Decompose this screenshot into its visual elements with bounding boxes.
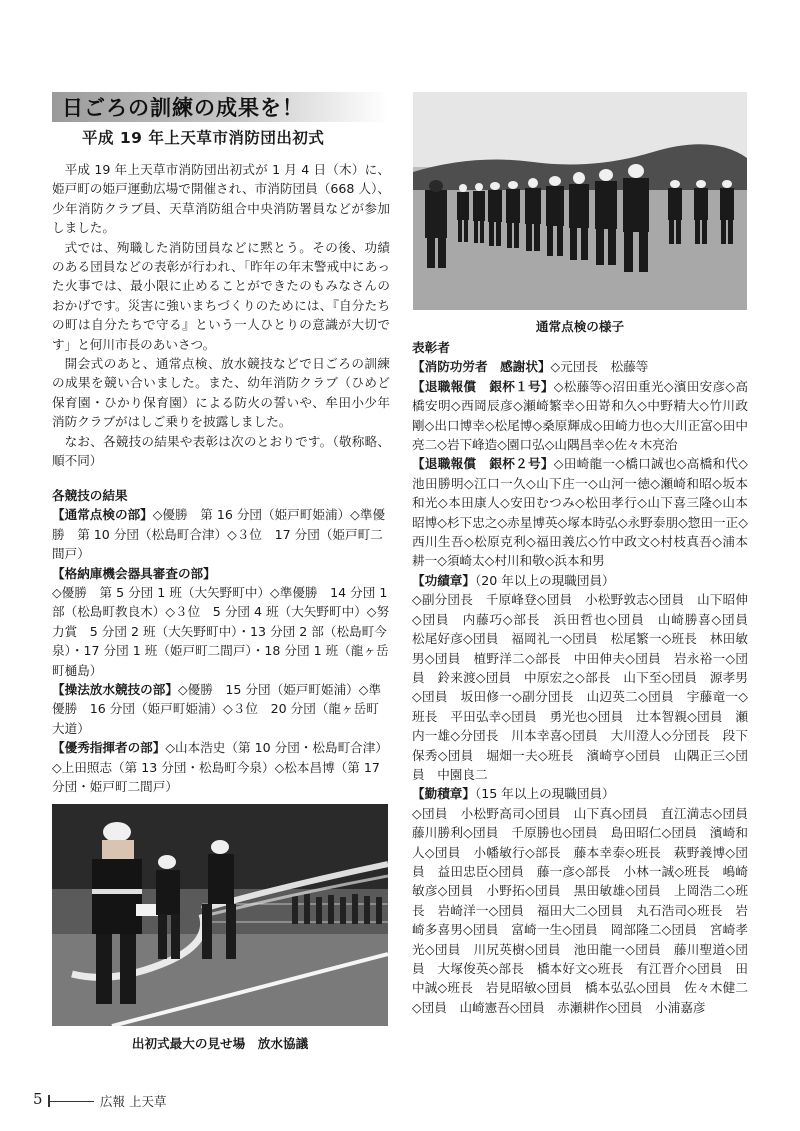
lead-text — [52, 160, 390, 471]
award-body: ◇団員 小松野高司◇団員 山下真◇団員 直江満志◇団員 藤川勝利◇団員 千原勝也◇団員 島田昭仁◇団員 濱崎和人◇団員 小幡敏行◇部長 藤本幸泰◇班長 萩野義博◇団員 益田忠臣◇団員 藤一彦◇部長 小林一誠◇班長 嶋崎敏彦◇団員 小野拓◇団員 黒田敏雄◇団員 上岡浩二◇班長 岩崎洋一◇団員 福田大二◇団員 丸石浩司◇班長 岩崎多喜男◇団員 富崎一生◇団員 岡部隆二◇団員 宮崎孝光◇団員 川尻英樹◇団員 池田龍一◇団員 藤川聖道◇団員 大塚俊英◇部長 橋本好文◇班長 有江晋介◇団員 田中誠◇班長 岩見昭敏◇団員 橋本弘弘◇団員 佐々木健二◇団員 山崎憲吾◇団員 赤瀬耕作◇団員 小浦嘉彦 — [412, 805, 761, 1015]
result-heading: 【格納庫機会器具審査の部】 — [52, 565, 216, 581]
competition-results — [52, 486, 390, 797]
award-heading: 【功績章】 — [412, 572, 475, 588]
article-title: 日ごろの訓練の成果を！ — [62, 96, 304, 120]
award-body: ◇松藤等◇沼田重光◇濱田安彦◇高橋安明◇西岡辰彦◇瀬崎繁幸◇田嵜和久◇中野精大◇竹川政剛◇出口博幸◇松尾博◇桑原輝成◇田崎力也◇大川正富◇田中亮二◇岩下峰造◇園口弘◇山隅昌幸◇佐々木亮治 — [412, 378, 748, 453]
result-body: ◇優勝 15 分団（姫戸町姫浦）◇準優勝 16 分団（姫戸町姫浦）◇３位 20 分団（龍ヶ岳町大道） — [52, 682, 382, 736]
result-heading: 【操法放水競技の部】 — [52, 682, 178, 698]
article-subtitle: 平成 19 年上天草市消防団出初式 — [82, 129, 325, 147]
results-title: 各競技の結果 — [52, 488, 128, 503]
photo-regular-inspection — [413, 92, 747, 310]
page-number: 5 — [33, 1090, 43, 1108]
result-section — [52, 505, 390, 563]
award-section — [412, 784, 761, 1017]
award-heading: 【勤積章】 — [412, 786, 475, 802]
result-section — [52, 564, 390, 680]
award-heading: 【退職報償 銀杯２号】 — [412, 456, 554, 472]
award-section — [412, 571, 761, 784]
result-section — [52, 680, 390, 738]
awards-list — [412, 338, 761, 1017]
result-body: ◇山本浩史（第 10 分団・松島町合津）◇上田照志（第 13 分団・松島町今泉）◇松本昌博（第 17 分団・姫戸町二間戸） — [52, 740, 388, 795]
award-body: ◇元団長 松藤等 — [550, 359, 649, 375]
awards-title: 表彰者 — [412, 340, 450, 355]
photo-caption-right: 通常点検の様子 — [535, 319, 625, 334]
award-section — [412, 377, 748, 455]
publication-name: 広報 上天草 — [100, 1094, 167, 1109]
award-note: （20 年以上の現職団員） — [474, 572, 615, 588]
award-section — [412, 454, 748, 570]
result-heading: 【通常点検の部】 — [52, 507, 153, 523]
award-body: ◇副分団長 千原峰登◇団員 小松野敦志◇団員 山下昭伸◇団員 内藤巧◇部長 浜田哲也◇団員 山崎勝喜◇団員 松尾好彦◇団員 福岡礼一◇団員 松尾繁一◇班長 林田敏男◇団員 植野洋二◇部長 中田伸夫◇団員 岩永裕一◇団員 鈴来渡◇団員 中原宏之◇部長 山下至◇団員 源孝男◇団員 坂田修一◇副分団長 山辺英二◇団員 宇藤竜一◇班長 平田弘幸◇団員 勇光也◇団員 辻本智親◇団員 瀬内一雄◇分団長 川本幸喜◇団員 大川澄人◇分団長 段下保秀◇団員 堀畑一夫◇班長 濱崎亨◇団員 山隅正三◇団員 中園良二 — [412, 592, 761, 782]
award-note: （15 年以上の現職団員） — [474, 786, 615, 802]
result-heading: 【優秀指揮者の部】 — [52, 740, 166, 756]
lead-paragraph: なお、各競技の結果や表彰は次のとおりです。（敬称略、順不同） — [52, 433, 390, 469]
photo-water-discharge — [52, 804, 388, 1026]
result-section — [52, 738, 390, 796]
award-section — [412, 357, 748, 376]
award-body: ◇田崎龍一◇橋口誠也◇高橋和代◇池田勝明◇江口一久◇山下庄一◇山河一徳◇瀬崎和昭◇坂本和光◇本田康人◇安田むつみ◇松田孝行◇山下喜三隆◇山本昭博◇杉下忠之◇赤星博英◇塚本時弘◇永野泰朋◇惣田一正◇西川生吾◇松原克利◇福田義広◇竹中政文◇村枝真吾◇浦本耕一◇須崎太◇村川和敬◇浜本和男 — [412, 456, 748, 569]
result-body: ◇優勝 第 16 分団（姫戸町姫浦）◇準優勝 第 10 分団（松島町合津）◇３位 17 分団（姫戸町二間戸） — [52, 507, 386, 562]
photo-caption-left: 出初式最大の見せ場 放水協議 — [131, 1036, 309, 1051]
result-body: ◇優勝 第 5 分団 1 班（大矢野町中）◇準優勝 14 分団 1 部（松島町教良木）◇３位 5 分団 4 班（大矢野町中）◇努力賞 5 分団 2 班（大矢野町中）・13 分団 2 部（松島町今泉）・17 分団 1 班（姫戸町二間戸）・18 分団 1 班（龍ヶ岳町樋島） — [52, 585, 390, 678]
award-heading: 【消防功労者 感謝状】 — [412, 359, 551, 375]
footer-rule — [50, 1101, 94, 1102]
award-heading: 【退職報償 銀杯１号】 — [412, 378, 554, 394]
lead-paragraph: 開会式のあと、通常点検、放水競技などで日ごろの訓練の成果を競い合いました。また、幼年消防クラブ（ひめど保育園・ひかり保育園）による防火の誓いや、牟田小少年消防クラブがはしご乗りを披露しました。 — [52, 356, 390, 430]
lead-paragraph: 平成 19 年上天草市消防団出初式が 1 月 4 日（木）に、姫戸町の姫戸運動広場で開催され、市消防団員（668 人）、少年消防クラブ員、天草消防組合中央消防署員などが参加しました。 — [52, 162, 390, 236]
lead-paragraph: 式では、殉職した消防団員などに黙とう。その後、功績のある団員などの表彰が行われ、「昨年の年末警戒中にあった火事では、最小限に止めることができたのもみなさんのおかげです。災害に強いまちづくりのためには、『自分たちの町は自分たちで守る』という一人ひとりの意識が大切です」と何川市長のあいさつ。 — [52, 239, 390, 352]
